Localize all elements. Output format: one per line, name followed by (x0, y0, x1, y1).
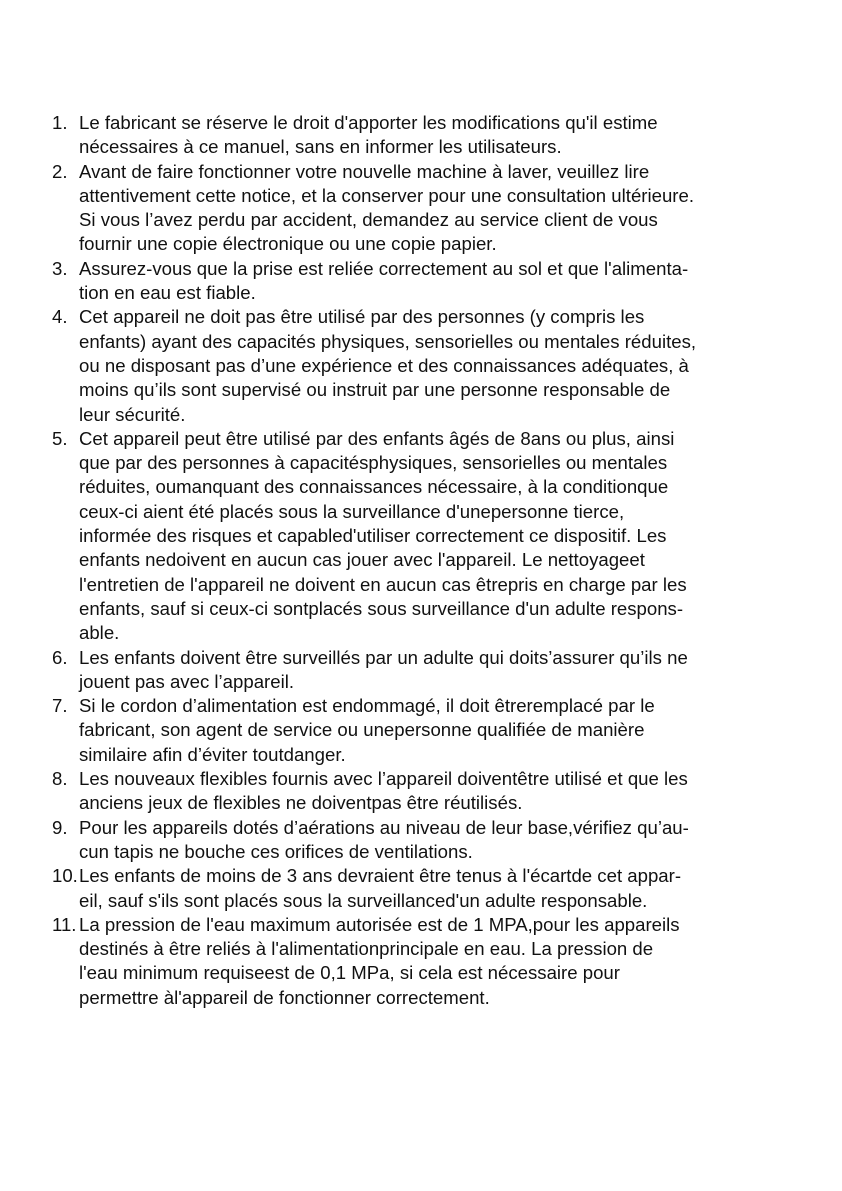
instruction-text-line: l'eau minimum requiseest de 0,1 MPa, si cela est nécessaire pour (79, 962, 620, 984)
instruction-number: 11. (52, 913, 77, 935)
instruction-text-line: eil, sauf s'ils sont placés sous la surveillanced'un adulte responsable. (79, 889, 648, 911)
instruction-text-line: ceux-ci aient été placés sous la surveillance d'unepersonne tierce, (79, 500, 625, 522)
instruction-text-line: able. (79, 622, 120, 644)
instruction-item (52, 694, 792, 767)
instruction-item (52, 160, 792, 257)
instruction-text-line: informée des risques et capabled'utiliser correctement ce dispositif. Les (79, 525, 667, 547)
instruction-text-line: Les nouveaux flexibles fournis avec l’appareil doiventêtre utilisé et que les (79, 768, 688, 790)
instruction-item (52, 816, 792, 865)
instruction-number: 4. (52, 306, 68, 328)
instruction-text-line: Assurez-vous que la prise est reliée correctement au sol et que l'alimenta- (79, 257, 689, 279)
instruction-text-line: enfants) ayant des capacités physiques, sensorielles ou mentales réduites, (79, 330, 697, 352)
instruction-number: 6. (52, 646, 68, 668)
instruction-text-line: fabricant, son agent de service ou unepersonne qualifiée de manière (79, 719, 645, 741)
instruction-text-line: Les enfants de moins de 3 ans devraient être tenus à l'écartde cet appar- (79, 865, 682, 887)
instruction-text-line: Cet appareil peut être utilisé par des enfants âgés de 8ans ou plus, ainsi (79, 427, 675, 449)
instruction-text-line: Le fabricant se réserve le droit d'apporter les modifications qu'il estime (79, 112, 658, 133)
instruction-text-line: La pression de l'eau maximum autorisée est de 1 MPA,pour les appareils (79, 913, 680, 935)
instruction-number: 3. (52, 257, 68, 279)
instruction-number: 7. (52, 695, 68, 717)
instruction-text-line: nécessaires à ce manuel, sans en informer les utilisateurs. (79, 136, 562, 158)
instruction-text-line: enfants, sauf si ceux-ci sontplacés sous surveillance d'un adulte respons- (79, 597, 684, 619)
instruction-text-line: Pour les appareils dotés d’aérations au niveau de leur base,vérifiez qu’au- (79, 816, 689, 838)
instruction-text-line: Si vous l’avez perdu par accident, demandez au service client de vous (79, 209, 658, 231)
instruction-text-line: similaire afin d’éviter toutdanger. (79, 743, 346, 765)
instruction-text-line: enfants nedoivent en aucun cas jouer avec l'appareil. Le nettoyageet (79, 549, 645, 571)
instruction-item (52, 305, 792, 426)
instruction-item (52, 864, 792, 913)
instruction-item (52, 257, 792, 306)
instruction-item (52, 111, 792, 160)
instruction-text-line: Si le cordon d’alimentation est endommagé, il doit êtreremplacé par le (79, 695, 655, 717)
instruction-item (52, 913, 792, 1010)
instruction-text-line: tion en eau est fiable. (79, 282, 256, 304)
instruction-text-line: moins qu’ils sont supervisé ou instruit par une personne responsable de (79, 379, 671, 401)
instruction-text-line: que par des personnes à capacitésphysiques, sensorielles ou mentales (79, 452, 668, 474)
instruction-number: 1. (52, 112, 68, 133)
instruction-text-line: attentivement cette notice, et la conserver pour une consultation ultérieure. (79, 184, 694, 206)
safety-instructions-list (52, 111, 792, 1010)
instruction-text-line: destinés à être reliés à l'alimentationprincipale en eau. La pression de (79, 938, 654, 960)
instruction-text-line: réduites, oumanquant des connaissances nécessaire, à la conditionque (79, 476, 669, 498)
instruction-number: 5. (52, 427, 68, 449)
instruction-text-line: leur sécurité. (79, 403, 186, 425)
instruction-number: 2. (52, 160, 68, 182)
instruction-text-line: Avant de faire fonctionner votre nouvelle machine à laver, veuillez lire (79, 160, 650, 182)
instruction-text-line: anciens jeux de flexibles ne doiventpas être réutilisés. (79, 792, 523, 814)
instruction-text-line: l'entretien de l'appareil ne doivent en aucun cas êtrepris en charge par les (79, 573, 687, 595)
instruction-item (52, 646, 792, 695)
instruction-text-line: ou ne disposant pas d’une expérience et des connaissances adéquates, à (79, 354, 689, 376)
instruction-item (52, 427, 792, 646)
instruction-text-line: permettre àl'appareil de fonctionner correctement. (79, 986, 490, 1008)
instruction-number: 10. (52, 865, 78, 887)
instruction-number: 9. (52, 816, 68, 838)
instruction-text-line: Cet appareil ne doit pas être utilisé par des personnes (y compris les (79, 306, 645, 328)
instruction-number: 8. (52, 768, 68, 790)
instruction-item (52, 767, 792, 816)
instruction-text-line: Les enfants doivent être surveillés par un adulte qui doits’assurer qu’ils ne (79, 646, 688, 668)
instruction-text-line: fournir une copie électronique ou une copie papier. (79, 233, 497, 255)
instruction-text-line: jouent pas avec l’appareil. (79, 670, 294, 692)
instruction-text-line: cun tapis ne bouche ces orifices de ventilations. (79, 840, 473, 862)
